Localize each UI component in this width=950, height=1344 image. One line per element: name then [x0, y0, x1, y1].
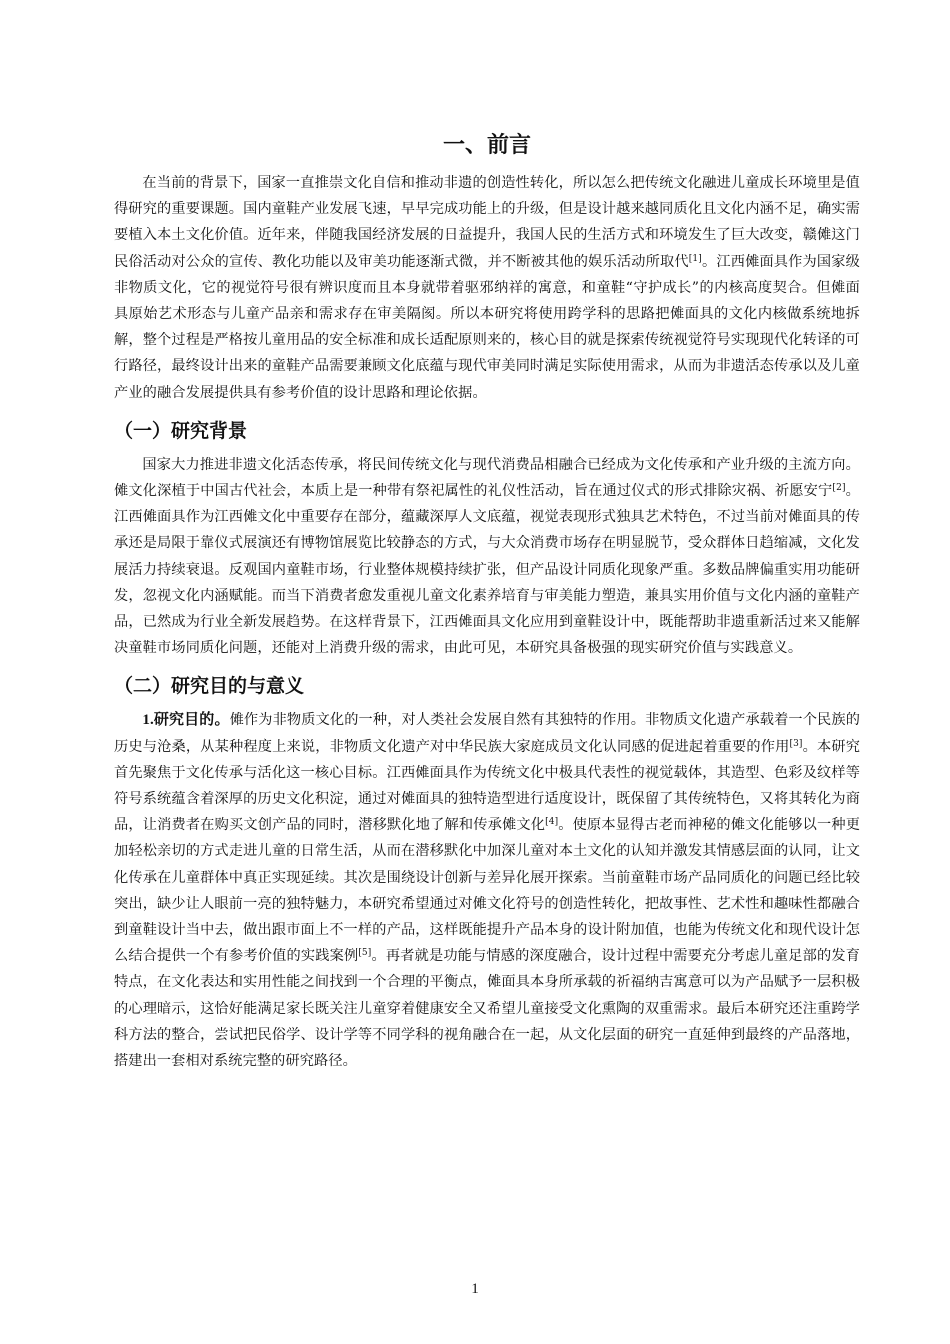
purpose-text-d: 。再者就是功能与情感的深度融合，设计过程中需要充分考虑儿童足部的发育特点，在文化表达和实用性能之间找到一个合理的平衡点，傩面具本身所承载的祈福纳吉寓意可以为产品赋予一层积极的心理暗示，这恰好能满足家长既关注儿童穿着健康安全又希望儿童接受文化熏陶的双重需求。最后本研究还注重跨学科方法的整合，尝试把民俗学、设计学等不同学科的视角融合在一起，从文化层面的研究一直延伸到最终的产品落地，搭建出一套相对系统完整的研究路径。 — [114, 948, 860, 1070]
citation-ref: [4] — [545, 817, 559, 828]
citation-ref: [5] — [358, 948, 372, 959]
background-paragraph — [114, 452, 860, 662]
section-heading-background: （一）研究背景 — [114, 419, 248, 442]
page-number: 1 — [471, 1281, 479, 1297]
citation-ref: [3] — [789, 738, 803, 749]
purpose-paragraph — [114, 707, 860, 1074]
intro-text-tail: 。江西傩面具作为国家级非物质文化，它的视觉符号很有辨识度而且本身就带着驱邪纳祥的寓意，和童鞋“守护成长”的内核高度契合。但傩面具原始艺术形态与儿童产品亲和需求存在审美隔阂。所以本研究将使用跨学科的思路把傩面具的文化内核做系统地拆解，整个过程是严格按儿童用品的安全标准和成长适配原则来的，核心目的就是探索传统视觉符号实现现代化转译的可行路径，最终设计出来的童鞋产品需要兼顾文化底蕴与现代审美同时满足实际使用需求，从而为非遗活态传承以及儿童产业的融合发展提供具有参考价值的设计思路和理论依据。 — [114, 253, 860, 401]
chapter-heading: 一、前言 — [442, 133, 531, 158]
background-text-tail: 。江西傩面具作为江西傩文化中重要存在部分，蕴藏深厚人文底蕴，视觉表现形式独具艺术特色，不过当前对傩面具的传承还是局限于靠仪式展演还有博物馆展览比较静态的方式，与大众消费市场存在明显脱节，受众群体日趋缩减，文化发展活力持续衰退。反观国内童鞋市场，行业整体规模持续扩张，但产品设计同质化现象严重。多数品牌偏重实用功能研发，忽视文化内涵赋能。而当下消费者愈发重视儿童文化素养培育与审美能力塑造，兼具实用价值与文化内涵的童鞋产品，已然成为行业全新发展趋势。在这样背景下，江西傩面具文化应用到童鞋设计中，既能帮助非遗重新活过来又能解决童鞋市场同质化问题，还能对上消费升级的需求，由此可见，本研究具备极强的现实研究价值与实践意义。 — [114, 483, 860, 657]
citation-ref: [2] — [832, 483, 846, 494]
purpose-text-c: 。使原本显得古老而神秘的傩文化能够以一种更加轻松亲切的方式走进儿童的日常生活，从而在潜移默化中加深儿童对本土文化的认知并激发其情感层面的认同，让文化传承在儿童群体中真正实现延续。其次是围绕设计创新与差异化展开探索。当前童鞋市场产品同质化的问题已经比较突出，缺少让人眼前一亮的独特魅力，本研究希望通过对傩文化符号的创造性转化，把故事性、艺术性和趣味性都融合到童鞋设计当中去，做出跟市面上不一样的产品，这样既能提升产品本身的设计附加值，也能为传统文化和现代设计怎么结合提供一个有参考价值的实践案例 — [114, 817, 860, 965]
purpose-lead: 1.研究目的。 — [142, 712, 230, 729]
intro-paragraph — [114, 170, 860, 406]
purpose-text-a: 傩作为非物质文化的一种，对人类社会发展自然有其独特的作用。非物质文化遗产承载着一个民族的历史与沧桑，从某种程度上来说，非物质文化遗产对中华民族大家庭成员文化认同感的促进起着重要的作用 — [114, 712, 861, 755]
purpose-text-b: 。本研究首先聚焦于文化传承与活化这一核心目标。江西傩面具作为传统文化中极具代表性的视觉载体，其造型、色彩及纹样等符号系统蕴含着深厚的历史文化积淀，通过对傩面具的独特造型进行适度设计，既保留了其传统特色，又将其转化为商品，让消费者在购买文创产品的同时，潜移默化地了解和传承傩文化 — [114, 738, 861, 834]
background-text: 国家大力推进非遗文化活态传承，将民间传统文化与现代消费品相融合已经成为文化传承和产业升级的主流方向。傩文化深植于中国古代社会，本质上是一种带有祭祀属性的礼仪性活动，旨在通过仪式的形式排除灾祸、祈愿安宁 — [114, 456, 860, 500]
intro-text: 在当前的背景下，国家一直推崇文化自信和推动非遗的创造性转化，所以怎么把传统文化融进儿童成长环境里是值得研究的重要课题。国内童鞋产业发展飞速，早早完成功能上的升级，但是设计越来越同质化且文化内涵不足，确实需要植入本土文化价值。近年来，伴随我国经济发展的日益提升，我国人民的生活方式和环境发生了巨大改变，赣傩这门民俗活动对公众的宣传、教化功能以及审美功能逐渐式微，并不断被其他的娱乐活动所取代 — [114, 175, 860, 270]
document-page — [114, 130, 860, 1074]
section-heading-purpose: （二）研究目的与意义 — [114, 675, 305, 698]
citation-ref: [1] — [688, 253, 702, 264]
